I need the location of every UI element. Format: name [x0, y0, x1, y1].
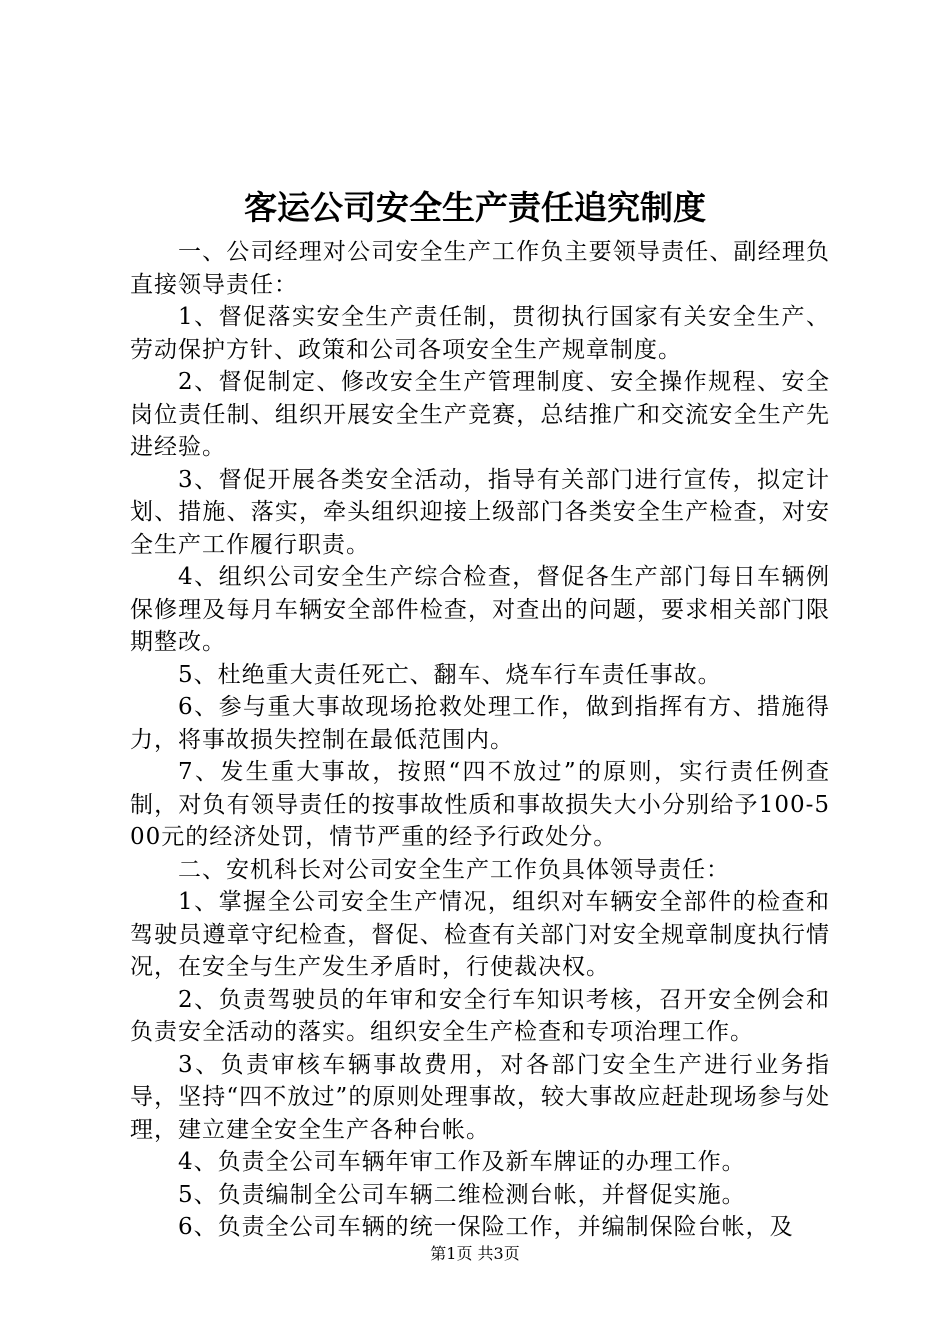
paragraph-13: 4、负责全公司车辆年审工作及新车牌证的办理工作。: [178, 1149, 746, 1175]
paragraph-6: 5、杜绝重大责任死亡、翻车、烧车行车责任事故。: [178, 661, 722, 688]
paragraph-1: 一、公司经理对公司安全生产工作负主要领导责任、副经理负直接领导责任：: [130, 239, 830, 298]
page-number-footer: 第1页 共3页: [430, 1244, 520, 1263]
document-body: [130, 236, 830, 1244]
paragraph-15: 6、负责全公司车辆的统一保险工作，并编制保险台帐，及: [178, 1214, 794, 1240]
paragraph-10: 1、掌握全公司安全生产情况，组织对车辆安全部件的检查和驾驶员遵章守纪检查，督促、检查有关部门对安全规章制度执行情况，在安全与生产发生矛盾时，行使裁决权。: [130, 889, 830, 980]
paragraph-4: 3、督促开展各类安全活动，指导有关部门进行宣传，拟定计划、措施、落实，牵头组织迎接上级部门各类安全生产检查，对安全生产工作履行职责。: [130, 466, 830, 558]
paragraph-9: 二、安机科长对公司安全生产工作负具体领导责任：: [178, 856, 730, 883]
paragraph-12: 3、负责审核车辆事故费用，对各部门安全生产进行业务指导，坚持“四不放过”的原则处理事故，较大事故应赶赴现场参与处理，建立建全安全生产各种台帐。: [130, 1051, 830, 1143]
paragraph-3: 2、督促制定、修改安全生产管理制度、安全操作规程、安全岗位责任制、组织开展安全生产竞赛，总结推广和交流安全生产先进经验。: [130, 369, 830, 460]
document-title: 客运公司安全生产责任追究制度: [244, 188, 706, 227]
paragraph-8: 7、发生重大事故，按照“四不放过”的原则，实行责任例查制，对负有领导责任的按事故性质和事故损失大小分别给予100-500元的经济处罚，情节严重的经予行政处分。: [130, 759, 830, 850]
paragraph-11: 2、负责驾驶员的年审和安全行车知识考核，召开安全例会和负责安全活动的落实。组织安全生产检查和专项治理工作。: [130, 986, 830, 1045]
paragraph-7: 6、参与重大事故现场抢救处理工作，做到指挥有方、措施得力，将事故损失控制在最低范围内。: [130, 694, 830, 753]
paragraph-14: 5、负责编制全公司车辆二维检测台帐，并督促实施。: [178, 1181, 746, 1208]
paragraph-2: 1、督促落实安全生产责任制，贯彻执行国家有关安全生产、劳动保护方针、政策和公司各项安全生产规章制度。: [130, 304, 830, 363]
paragraph-5: 4、组织公司安全生产综合检查，督促各生产部门每日车辆例保修理及每月车辆安全部件检查，对查出的问题，要求相关部门限期整改。: [130, 564, 830, 655]
